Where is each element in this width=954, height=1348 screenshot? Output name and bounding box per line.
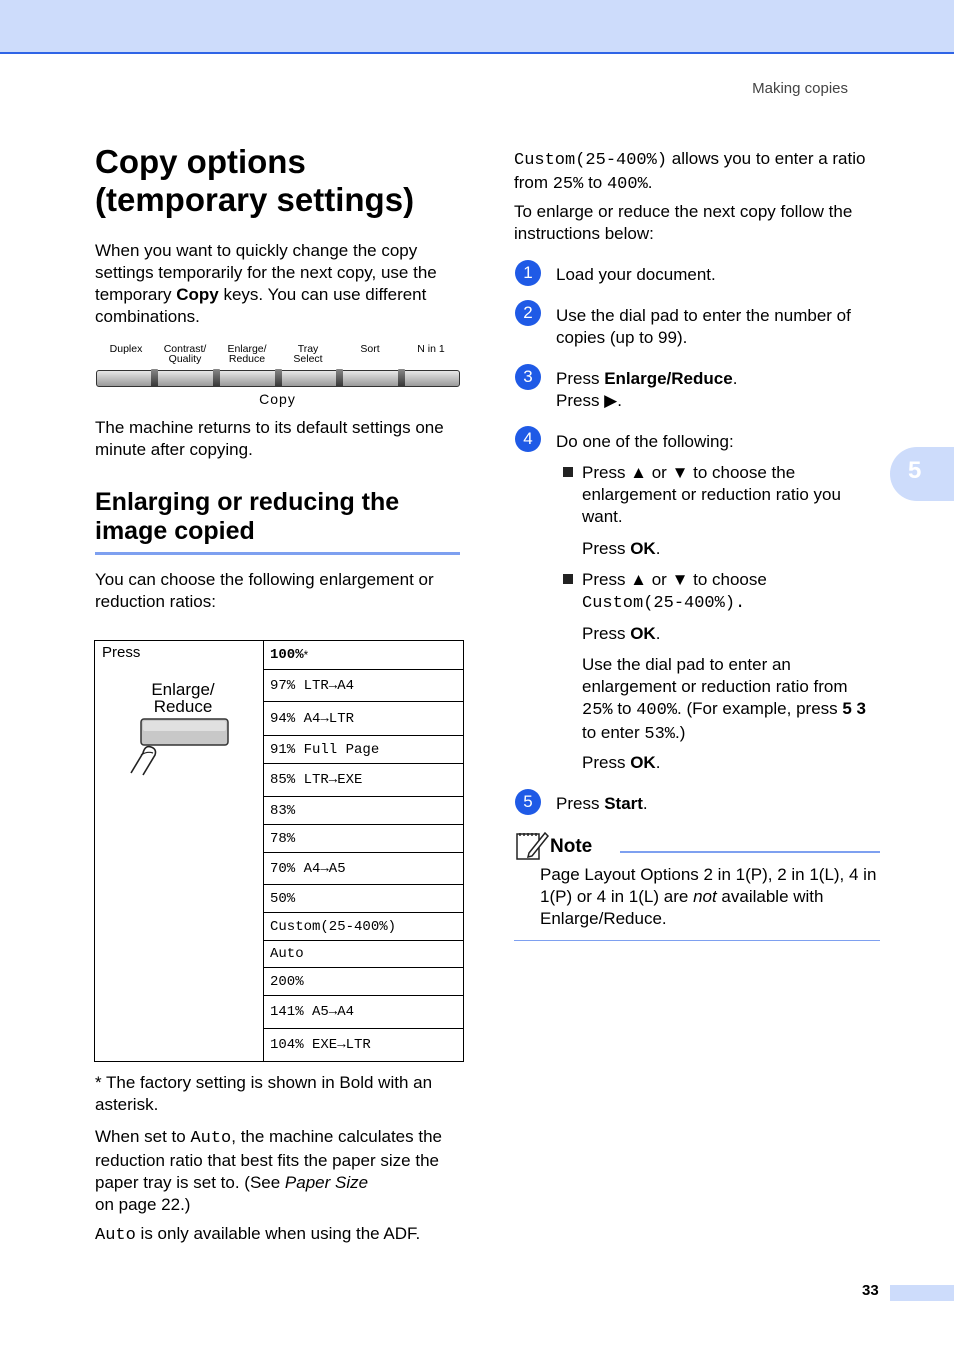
default-note: The machine returns to its default settings one minute after copying. (95, 418, 444, 459)
enlarge-reduce-key-label: Enlarge/Reduce (604, 369, 733, 388)
dial-text: Use the dial pad to enter an enlargement or reduction ratio from (582, 655, 848, 696)
custom-to: to (583, 173, 607, 192)
note-title: Note (550, 836, 593, 857)
page-number: 33 (862, 1282, 879, 1299)
custom-text: allows you to enter a ratio from (514, 149, 866, 192)
footnote: * The factory setting is shown in Bold with an asterisk. (95, 1073, 433, 1114)
note-emphasis: not (693, 887, 717, 906)
note-rule (620, 851, 880, 853)
chapter-number: 5 (908, 457, 922, 484)
key-tray-select[interactable] (277, 344, 339, 364)
choose-text: You can choose the following enlargement or reduction ratios: (95, 570, 434, 611)
step-5-period: . (642, 794, 648, 813)
custom-paragraph (514, 148, 880, 196)
step-4-text: Do one of the following: (556, 432, 734, 451)
key-divider (336, 369, 343, 387)
ok-key-label: OK (630, 753, 656, 772)
copy-caption: Copy (259, 391, 296, 407)
ratio-option-default (264, 641, 463, 670)
page-title (95, 143, 475, 219)
running-title: Making copies (752, 80, 848, 97)
note-text (540, 864, 880, 930)
dial-max: 400% (636, 701, 678, 720)
ratio-option: 85% LTR→EXE (264, 764, 463, 797)
press-cell (95, 641, 264, 1061)
key-duplex[interactable] (95, 344, 157, 354)
adf-mono: Auto (95, 1226, 136, 1245)
step-2-text: Use the dial pad to enter the number of copies (up to 99). (556, 306, 851, 347)
auto-mono: Auto (190, 1129, 232, 1148)
key-n-in-1[interactable] (400, 344, 462, 354)
header-band (0, 0, 954, 54)
press-ok-2 (582, 623, 880, 645)
press-ok-text: Press (582, 624, 631, 643)
ratio-option: 50% (264, 885, 463, 913)
auto-text-mid: , the machine calculates the reduction ratio that best fits the paper size the paper tray is set to. (See (95, 1127, 442, 1192)
chapter-tab (890, 447, 954, 501)
dial-min: 25% (582, 701, 613, 720)
key-label-line2: Sort (360, 343, 380, 355)
dial-keys: 5 3 (842, 699, 867, 718)
ratio-option: 94% A4→LTR (264, 702, 463, 736)
follow-text: To enlarge or reduce the next copy follow the instructions below: (514, 202, 853, 243)
ratio-option: Custom(25-400%) (264, 913, 463, 941)
intro-text: When you want to quickly change the copy settings temporarily for the next copy, use the temporary (95, 241, 437, 304)
key-sort[interactable] (339, 344, 401, 354)
custom-mono: Custom(25-400%) (514, 151, 668, 170)
step-3-press: Press (556, 369, 605, 388)
dial-example: . (For example, press (677, 699, 843, 718)
custom-min: 25% (552, 175, 584, 194)
section-title: Enlarging or reducing the image copied (95, 488, 460, 555)
key-label-line1: Enlarge/ (227, 343, 267, 355)
auto-text: When set to (95, 1127, 191, 1146)
adf-paragraph (95, 1223, 465, 1247)
ok-key-label: OK (630, 539, 656, 558)
step-number-3: 3 (515, 364, 541, 390)
button-label-line2: Reduce (153, 697, 213, 716)
step-number-4: 4 (515, 426, 541, 452)
press-label: Press (102, 644, 141, 661)
key-divider (213, 369, 220, 387)
key-label-line1: Tray (297, 343, 319, 355)
step-number-1: 1 (515, 260, 541, 286)
key-label-line2: N in 1 (417, 343, 445, 355)
note-pencil-icon (515, 829, 549, 861)
ratio-option: 78% (264, 825, 463, 853)
step-number-2: 2 (515, 300, 541, 326)
ratio-table (94, 640, 464, 1062)
key-label-line2: Select (293, 353, 323, 365)
key-label-line2: Duplex (109, 343, 143, 355)
press-ok-period: . (655, 753, 661, 772)
step-number-5: 5 (515, 789, 541, 815)
bullet-square-icon (563, 574, 573, 584)
paper-size-ref[interactable]: Paper Size (284, 1173, 369, 1192)
dial-paragraph (582, 654, 880, 746)
auto-text-end: on page 22.) (95, 1195, 191, 1214)
key-divider (275, 369, 282, 387)
ratio-option: 97% LTR→A4 (264, 670, 463, 702)
bullet-2-press: Press ▲ or ▼ to choose (582, 570, 767, 589)
ratio-option: 141% A5→A4 (264, 996, 463, 1029)
dial-end: .) (674, 723, 686, 742)
key-enlarge-reduce[interactable] (216, 344, 278, 364)
intro-text-end: keys. You can use different combinations. (95, 285, 427, 326)
key-divider (151, 369, 158, 387)
dial-to: to (612, 699, 637, 718)
ratio-option: 91% Full Page (264, 736, 463, 764)
press-ok-text: Press (582, 753, 631, 772)
note-text-b: available with Enlarge/Reduce. (540, 887, 824, 928)
dial-result: 53% (644, 725, 675, 744)
custom-max: 400% (606, 175, 648, 194)
press-ok-1 (582, 538, 880, 560)
button-label-line1: Enlarge/ (151, 680, 215, 699)
ratio-option: 200% (264, 968, 463, 996)
key-contrast-quality[interactable] (154, 344, 216, 364)
press-ok-3 (582, 752, 880, 774)
enlarge-reduce-button-label (133, 681, 233, 715)
press-ok-period: . (655, 624, 661, 643)
key-label-line2: Reduce (228, 353, 266, 365)
step-5-text (556, 793, 880, 815)
default-marker: * (303, 648, 309, 662)
key-label-line2: Quality (168, 353, 202, 365)
key-label-line1: Contrast/ (163, 343, 207, 355)
finger-press-icon (129, 715, 234, 777)
note-bottom-rule (514, 940, 880, 941)
ratio-option: Auto (264, 941, 463, 968)
note-text-a: Page Layout Options 2 in 1(P), 2 in 1(L), 4 in 1(P) or 4 in 1(L) are (540, 865, 877, 906)
step-3-text (556, 368, 880, 412)
custom-end: . (647, 173, 653, 192)
bullet-square-icon (563, 467, 573, 477)
step-3-period: . (732, 369, 738, 388)
bullet-1-text: Press ▲ or ▼ to choose the enlargement or reduction ratio you want. (582, 463, 841, 526)
press-ok-text: Press (582, 539, 631, 558)
auto-paragraph (95, 1126, 465, 1216)
key-divider (398, 369, 405, 387)
dial-enter: to enter (582, 723, 645, 742)
page-title-line2: (temporary settings) (95, 181, 415, 218)
step-1-text: Load your document. (556, 265, 716, 284)
ok-key-label: OK (630, 624, 656, 643)
press-ok-period: . (655, 539, 661, 558)
ratio-option: 104% EXE→LTR (270, 1037, 371, 1053)
intro-bold: Copy (176, 285, 219, 304)
bullet-2-text (582, 569, 880, 615)
page-number-tab (890, 1285, 954, 1301)
ratio-option: 83% (264, 797, 463, 825)
step-3-line2: Press ▶. (556, 391, 622, 410)
bullet-2-mono: Custom(25-400%). (582, 594, 746, 613)
ratio-option: 70% A4→A5 (264, 853, 463, 885)
copy-keys-panel (95, 344, 460, 412)
start-key-label: Start (604, 794, 643, 813)
intro-paragraph (95, 240, 465, 328)
default-option-text: 100% (270, 647, 304, 663)
page-title-line1: Copy options (95, 143, 306, 180)
step-5-press: Press (556, 794, 605, 813)
adf-text: is only available when using the ADF. (135, 1224, 421, 1243)
